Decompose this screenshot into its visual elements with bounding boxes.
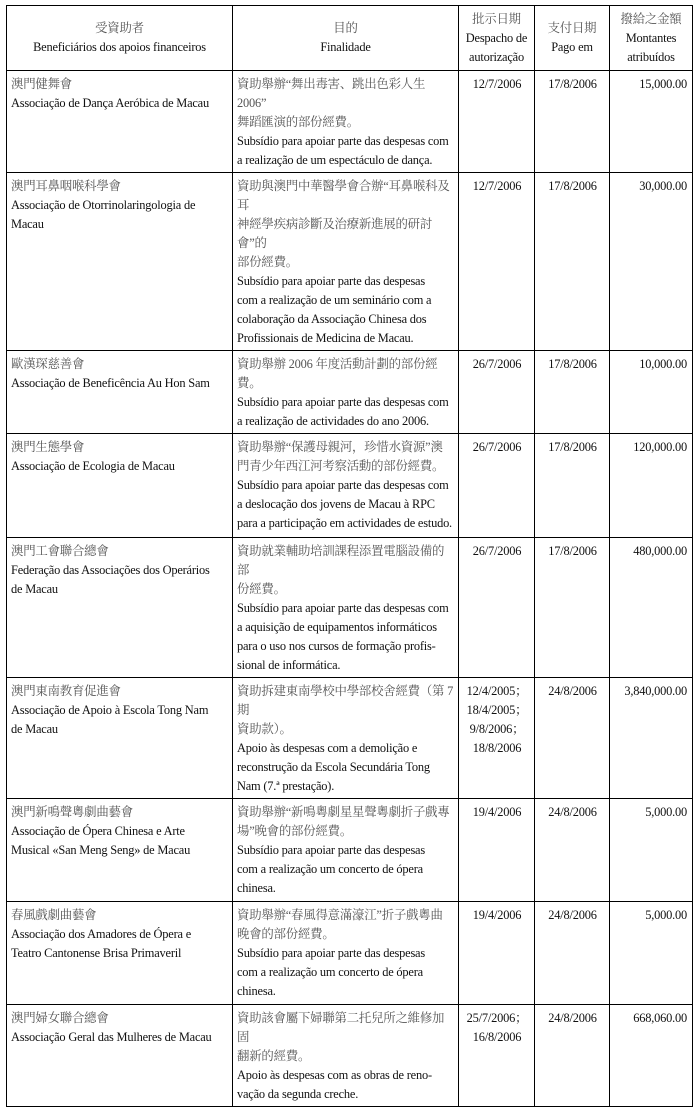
- header-pt: Pago em: [551, 40, 593, 54]
- beneficiary-zh: 澳門工會聯合總會: [11, 544, 109, 558]
- payment-date: 17/8/2006: [535, 173, 610, 351]
- amount: 15,000.00: [610, 71, 693, 173]
- purpose-cell: [233, 902, 459, 1005]
- beneficiary-cell: [7, 538, 233, 678]
- payment-date: 24/8/2006: [535, 1005, 610, 1107]
- header-payment-date: [535, 6, 610, 71]
- purpose-zh: 資助舉辦“春風得意滿濠江”折子戲粵曲 晚會的部份經費。: [237, 908, 443, 941]
- purpose-zh: 資助舉辦“保護母親河，珍惜水資源”澳 門青少年西江河考察活動的部份經費。: [237, 440, 445, 473]
- beneficiary-pt: Associação de Ópera Chinesa e Arte Musical «San Meng Seng» de Macau: [11, 824, 191, 857]
- authorization-date: 19/4/2006: [459, 799, 535, 902]
- beneficiary-zh: 澳門新鳴聲粵劇曲藝會: [11, 805, 133, 819]
- amount: 668,060.00: [610, 1005, 693, 1107]
- header-pt: Finalidade: [320, 40, 371, 54]
- header-pt: Beneficiários dos apoios financeiros: [33, 40, 206, 54]
- purpose-cell: [233, 173, 459, 351]
- header-authorization-date: [459, 6, 535, 71]
- header-zh: 撥給之金額: [620, 11, 682, 26]
- authorization-date: 12/4/2005； 18/4/2005； 9/8/2006； 18/8/2006: [459, 678, 535, 799]
- purpose-cell: [233, 351, 459, 434]
- authorization-date: 12/7/2006: [459, 71, 535, 173]
- header-amount: [610, 6, 693, 71]
- authorization-date: 26/7/2006: [459, 538, 535, 678]
- header-pt: Despacho de autorização: [465, 30, 528, 64]
- purpose-pt: Subsídio para apoiar parte das despesas com a aquisição de equipamentos informáticos para o uso nos cursos de formação profis- sional de informática.: [237, 601, 449, 672]
- purpose-pt: Subsídio para apoiar parte das despesas com a realização de um seminário com a colaboração da Associação Chinesa dos Profissionais de Medicina de Macau.: [237, 274, 432, 345]
- table-row: [7, 173, 693, 351]
- purpose-cell: [233, 799, 459, 902]
- table-row: [7, 71, 693, 173]
- table-row: [7, 434, 693, 538]
- amount: 30,000.00: [610, 173, 693, 351]
- beneficiary-cell: [7, 173, 233, 351]
- payment-date: 17/8/2006: [535, 434, 610, 538]
- payment-date: 24/8/2006: [535, 902, 610, 1005]
- payment-date: 24/8/2006: [535, 678, 610, 799]
- payment-date: 17/8/2006: [535, 71, 610, 173]
- authorization-date: 26/7/2006: [459, 434, 535, 538]
- purpose-cell: [233, 71, 459, 173]
- header-beneficiary: [7, 6, 233, 71]
- payment-date: 17/8/2006: [535, 351, 610, 434]
- beneficiary-zh: 澳門生態學會: [11, 440, 85, 454]
- beneficiary-cell: [7, 71, 233, 173]
- beneficiary-zh: 澳門東南教育促進會: [11, 684, 121, 698]
- beneficiary-pt: Associação Geral das Mulheres de Macau: [11, 1030, 212, 1044]
- purpose-cell: [233, 1005, 459, 1107]
- beneficiary-pt: Federação das Associações dos Operários de Macau: [11, 563, 210, 596]
- header-pt: Montantes atribuídos: [625, 30, 677, 64]
- purpose-pt: Subsídio para apoiar parte das despesas com a realização de um espectáculo de dança.: [237, 134, 449, 167]
- purpose-pt: Subsídio para apoiar parte das despesas com a realização um concerto de ópera chinesa.: [237, 843, 425, 895]
- table-row: [7, 678, 693, 799]
- beneficiary-cell: [7, 902, 233, 1005]
- beneficiary-cell: [7, 434, 233, 538]
- purpose-zh: 資助舉辦“新鳴粵劇星星聲粵劇折子戲專 場”晚會的部份經費。: [237, 805, 450, 838]
- payment-date: 24/8/2006: [535, 799, 610, 902]
- header-zh: 目的: [333, 21, 358, 35]
- beneficiary-pt: Associação de Apoio à Escola Tong Nam de Macau: [11, 703, 209, 736]
- purpose-zh: 資助就業輔助培訓課程添置電腦設備的部 份經費。: [237, 544, 445, 596]
- purpose-cell: [233, 678, 459, 799]
- beneficiary-zh: 澳門婦女聯合總會: [11, 1011, 109, 1025]
- purpose-cell: [233, 434, 459, 538]
- header-zh: 受資助者: [95, 21, 144, 35]
- amount: 5,000.00: [610, 902, 693, 1005]
- beneficiary-zh: 澳門耳鼻咽喉科學會: [11, 179, 121, 193]
- header-zh: 批示日期: [472, 11, 521, 26]
- beneficiary-pt: Associação de Dança Aeróbica de Macau: [11, 96, 209, 110]
- beneficiary-zh: 歐漢琛慈善會: [11, 357, 85, 371]
- purpose-zh: 資助舉辦“舞出毒害、跳出色彩人生 2006” 舞蹈匯演的部份經費。: [237, 77, 426, 129]
- header-purpose: [233, 6, 459, 71]
- table-row: [7, 351, 693, 434]
- purpose-pt: Apoio às despesas com as obras de reno- vação da segunda creche.: [237, 1068, 432, 1101]
- purpose-cell: [233, 538, 459, 678]
- subsidies-table: [6, 5, 693, 1107]
- beneficiary-zh: 澳門健舞會: [11, 77, 72, 91]
- table-row: [7, 799, 693, 902]
- table-row: [7, 538, 693, 678]
- beneficiary-zh: 春風戲劇曲藝會: [11, 908, 97, 922]
- amount: 5,000.00: [610, 799, 693, 902]
- table-body: [7, 71, 693, 1107]
- payment-date: 17/8/2006: [535, 538, 610, 678]
- amount: 120,000.00: [610, 434, 693, 538]
- beneficiary-pt: Associação dos Amadores de Ópera e Teatro Cantonense Brisa Primaveril: [11, 927, 192, 960]
- purpose-zh: 資助舉辦 2006 年度活動計劃的部份經費。: [237, 357, 438, 390]
- beneficiary-cell: [7, 351, 233, 434]
- purpose-zh: 資助該會屬下婦聯第二托兒所之維修加固 翻新的經費。: [237, 1011, 445, 1063]
- amount: 480,000.00: [610, 538, 693, 678]
- amount: 10,000.00: [610, 351, 693, 434]
- purpose-zh: 資助拆建東南學校中學部校舍經費（第 7 期 資助款）。: [237, 684, 454, 736]
- purpose-pt: Subsídio para apoiar parte das despesas com a realização um concerto de ópera chinesa.: [237, 946, 425, 998]
- authorization-date: 25/7/2006； 16/8/2006: [459, 1005, 535, 1107]
- table-header-row: [7, 6, 693, 71]
- beneficiary-cell: [7, 678, 233, 799]
- purpose-zh: 資助與澳門中華醫學會合辦“耳鼻喉科及耳 神經學疾病診斷及治療新進展的研討會”的 部份經費。: [237, 179, 450, 269]
- amount: 3,840,000.00: [610, 678, 693, 799]
- authorization-date: 19/4/2006: [459, 902, 535, 1005]
- header-zh: 支付日期: [547, 21, 597, 35]
- beneficiary-cell: [7, 799, 233, 902]
- table-row: [7, 902, 693, 1005]
- beneficiary-pt: Associação de Beneficência Au Hon Sam: [11, 376, 210, 390]
- beneficiary-pt: Associação de Ecologia de Macau: [11, 459, 175, 473]
- authorization-date: 26/7/2006: [459, 351, 535, 434]
- beneficiary-pt: Associação de Otorrinolaringologia de Macau: [11, 198, 196, 231]
- beneficiary-cell: [7, 1005, 233, 1107]
- table-row: [7, 1005, 693, 1107]
- authorization-date: 12/7/2006: [459, 173, 535, 351]
- purpose-pt: Subsídio para apoiar parte das despesas com a realização de actividades do ano 2006.: [237, 395, 449, 428]
- purpose-pt: Apoio às despesas com a demolição e reconstrução da Escola Secundária Tong Nam (7.ª prestação).: [237, 741, 430, 793]
- purpose-pt: Subsídio para apoiar parte das despesas com a deslocação dos jovens de Macau à RPC para a participação em actividades de estudo.: [237, 478, 452, 530]
